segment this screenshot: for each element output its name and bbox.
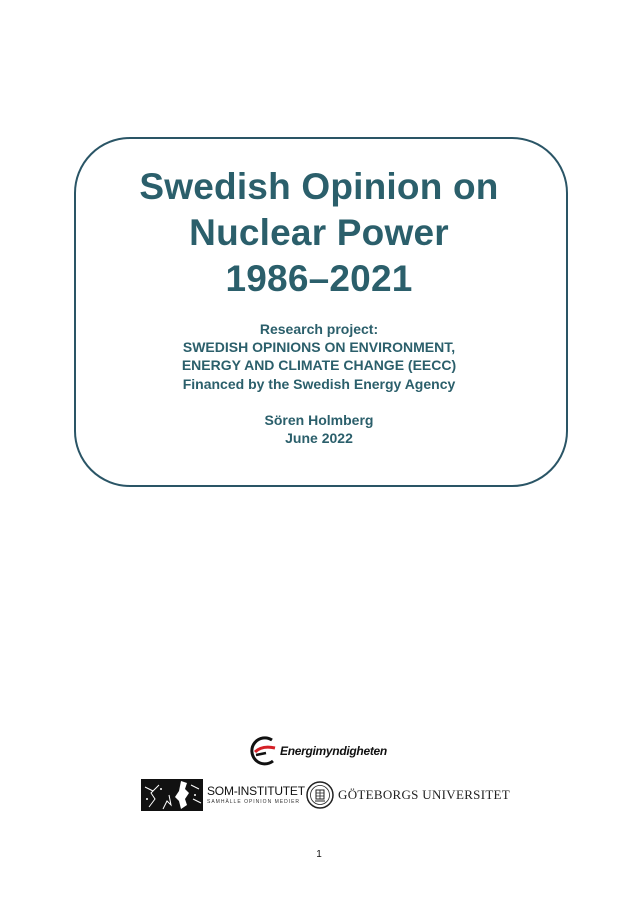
project-funding: Financed by the Swedish Energy Agency: [182, 376, 456, 392]
publication-date: June 2022: [285, 430, 353, 446]
som-map-icon: [141, 779, 203, 811]
project-label: Research project:: [259, 321, 379, 337]
page-number: 1: [316, 849, 322, 860]
energimyndigheten-wordmark: Energimyndigheten: [280, 744, 387, 758]
title-line-1: Swedish Opinion on: [139, 166, 499, 207]
author-name: Sören Holmberg: [264, 412, 374, 428]
goteborgs-universitet-logo: [306, 779, 510, 811]
goteborgs-universitet-name: GÖTEBORGS UNIVERSITET: [338, 787, 511, 802]
title-line-2: Nuclear Power: [189, 212, 449, 253]
som-institutet-name: SOM-INSTITUTET: [207, 784, 305, 798]
title-line-3: 1986–2021: [225, 258, 413, 299]
project-name-line-1: SWEDISH OPINIONS ON ENVIRONMENT,: [182, 339, 456, 355]
som-institutet-logo: [141, 779, 305, 811]
energimyndigheten-logo: [248, 734, 387, 768]
project-name-line-2: ENERGY AND CLIMATE CHANGE (EECC): [181, 357, 457, 373]
som-institutet-tagline: SAMHÄLLE OPINION MEDIER: [207, 799, 301, 805]
university-seal-icon: [306, 780, 334, 810]
energimyndigheten-emblem-icon: [248, 735, 278, 767]
